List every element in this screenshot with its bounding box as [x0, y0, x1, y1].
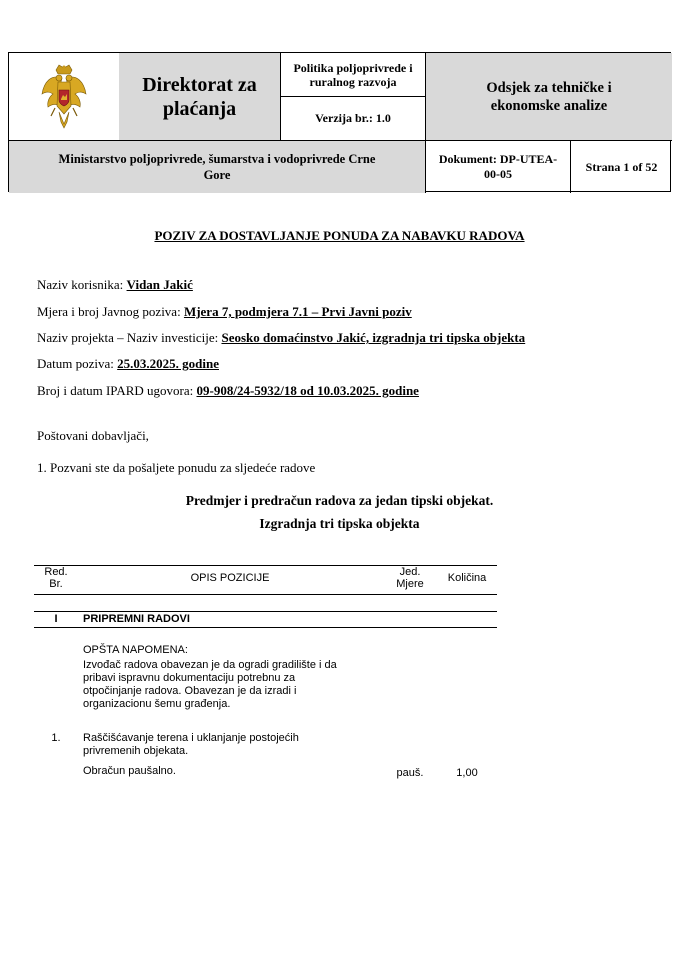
header-red-br	[36, 566, 76, 590]
project-value: Seosko domaćinstvo Jakić, izgradnja tri tipska objekta	[221, 330, 526, 345]
subtitle-construction: Izgradnja tri tipska objekta	[259, 516, 420, 531]
ministry-line1: Ministarstvo poljoprivrede, šumarstva i vodoprivrede Crne	[58, 152, 376, 166]
ministry-line2: Gore	[203, 168, 231, 182]
row1-line: privremenih objekata.	[83, 745, 189, 757]
header-jed-mjere	[388, 566, 432, 590]
policy-line2: ruralnog razvoja	[309, 74, 397, 89]
policy-cell	[281, 53, 426, 97]
header-jed-line1: Jed.	[399, 566, 421, 578]
row1-line: Raščišćavanje terena i uklanjanje postojećih	[83, 732, 299, 744]
project-line	[37, 330, 525, 346]
section-number: I	[54, 613, 58, 625]
note-line: organizacionu šemu građenja.	[83, 698, 231, 710]
measure-value: Mjera 7, podmjera 7.1 – Prvi Javni poziv	[183, 304, 412, 319]
note-title: OPŠTA NAPOMENA:	[83, 644, 188, 656]
header-red-line2: Br.	[49, 578, 63, 590]
document-header	[8, 52, 671, 192]
policy-line1: Politika poljoprivrede i	[293, 60, 413, 75]
user-value: Vidan Jakić	[126, 277, 193, 292]
org-title-line1: Direktorat za	[142, 73, 257, 96]
document-line2: 00-05	[484, 167, 512, 181]
measure-line	[37, 304, 412, 320]
note-line: pribavi ispravnu dokumentaciju potrebnu za	[83, 672, 296, 684]
org-title-line2: plaćanja	[162, 97, 237, 120]
header-kolicina: Količina	[447, 572, 487, 584]
date-label: Datum poziva:	[37, 356, 118, 371]
row1-calc: Obračun paušalno.	[83, 765, 176, 777]
department-line2: ekonomske analize	[490, 97, 608, 114]
date-value: 25.03.2025. godine	[117, 356, 219, 371]
greeting: Poštovani dobavljači,	[37, 428, 149, 443]
department-cell	[426, 53, 672, 141]
ministry-cell	[9, 141, 426, 193]
invitation-item: 1. Pozvani ste da pošaljete ponudu za sljedeće radove	[37, 460, 316, 475]
date-line	[37, 356, 219, 372]
row1-quantity: 1,00	[456, 767, 478, 779]
section-title: PRIPREMNI RADOVI	[83, 613, 190, 625]
document-line1: Dokument: DP-UTEA-	[438, 152, 558, 166]
row1-unit: pauš.	[396, 767, 424, 779]
document-code-cell	[426, 141, 571, 193]
measure-label: Mjera i broj Javnog poziva:	[37, 304, 184, 319]
page-title: POZIV ZA DOSTAVLJANJE PONUDA ZA NABAVKU RADOVA	[154, 228, 525, 243]
user-line	[37, 277, 193, 293]
project-label: Naziv projekta – Naziv investicije:	[37, 330, 222, 345]
user-label: Naziv korisnika:	[37, 277, 127, 292]
subtitle-estimate: Predmjer i predračun radova za jedan tipski objekat.	[185, 493, 494, 508]
contract-line	[37, 383, 419, 399]
note-line: otpočinjanje radova. Obavezan je da izradi i	[83, 685, 297, 697]
header-opis: OPIS POZICIJE	[190, 572, 270, 584]
note-text	[83, 659, 379, 711]
eagle-emblem-icon	[41, 64, 87, 130]
header-red-line1: Red.	[44, 566, 68, 578]
department-line1: Odsjek za tehničke i	[486, 79, 612, 96]
coat-of-arms-logo	[9, 53, 119, 141]
note-line: Izvođač radova obavezan je da ogradi gradilište i da	[83, 659, 337, 671]
contract-value: 09-908/24-5932/18 od 10.03.2025. godine	[196, 383, 419, 398]
section-bottom-border	[34, 627, 497, 628]
section-top-border	[34, 611, 497, 612]
row1-description	[83, 732, 379, 758]
row1-number: 1.	[51, 732, 61, 744]
organization-title	[119, 53, 281, 141]
version-cell: Verzija br.: 1.0	[281, 97, 426, 141]
page-number-cell: Strana 1 of 52	[585, 159, 658, 174]
header-jed-line2: Mjere	[396, 578, 424, 590]
contract-label: Broj i datum IPARD ugovora:	[37, 383, 197, 398]
header-bottom-border	[34, 594, 497, 595]
